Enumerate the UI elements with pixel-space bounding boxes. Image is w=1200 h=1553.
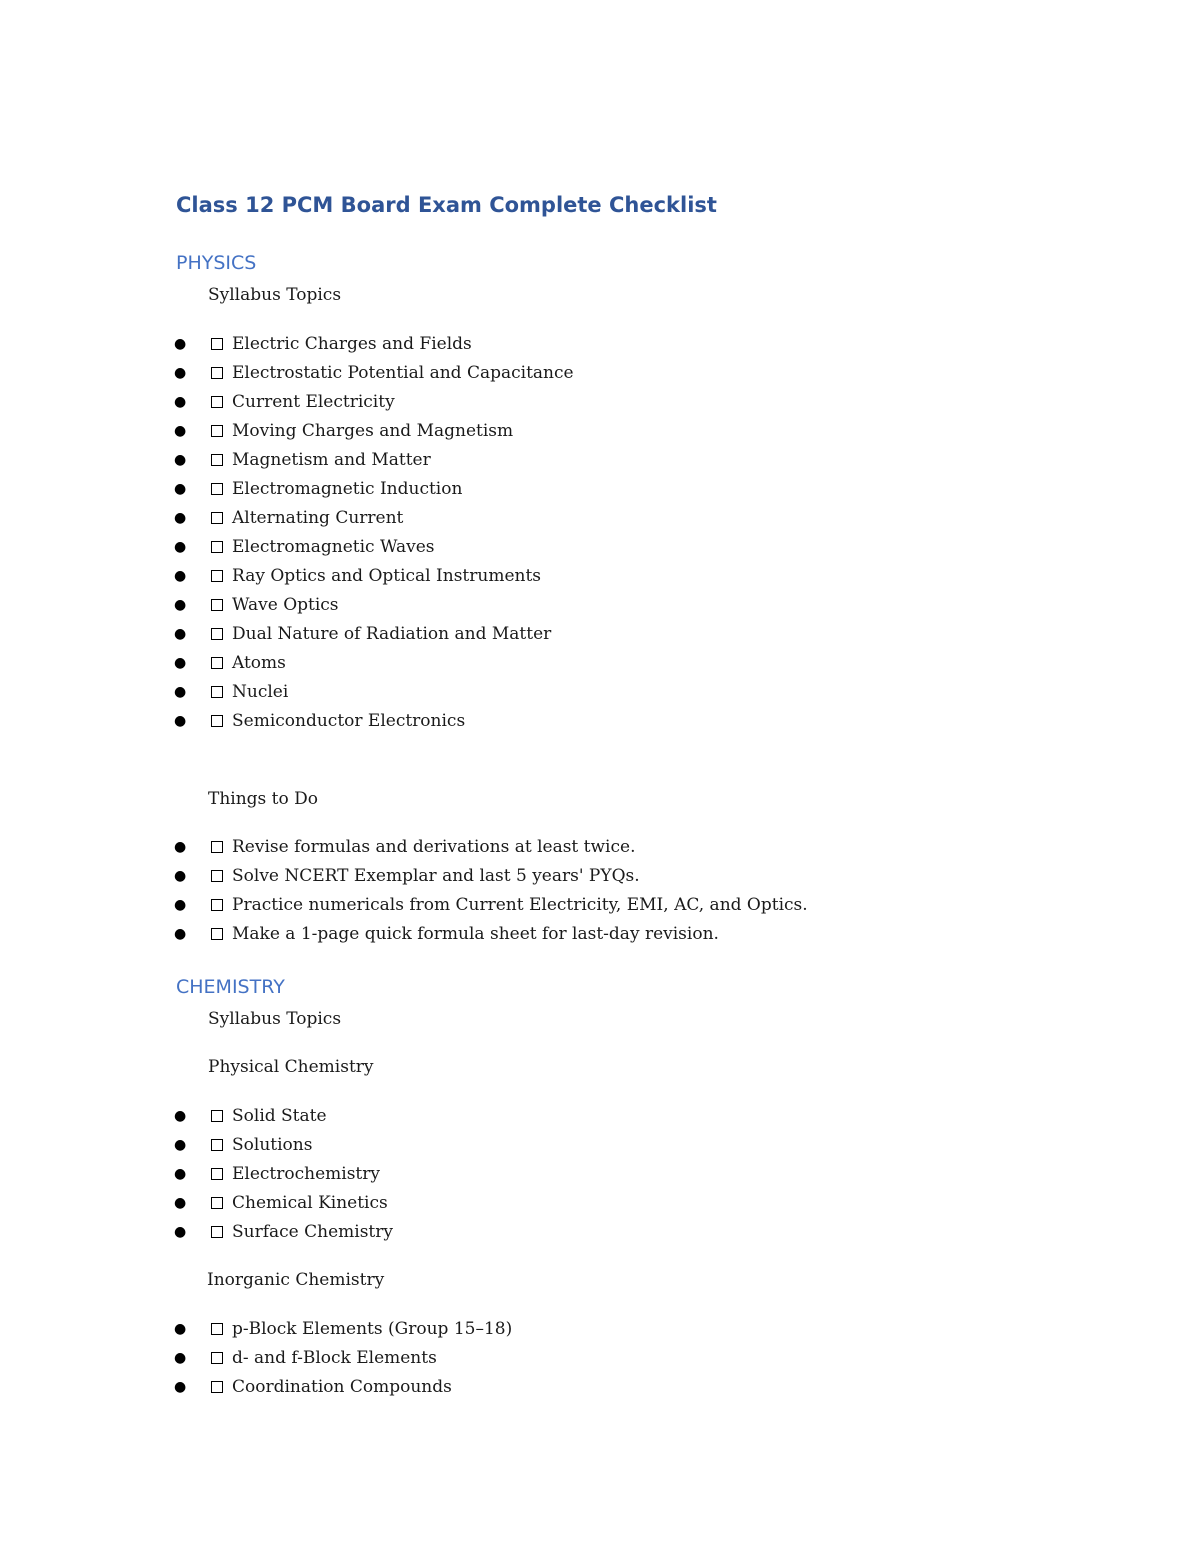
- checkbox-icon[interactable]: [211, 1168, 223, 1180]
- checkbox-icon[interactable]: [211, 715, 223, 727]
- physical-chemistry-label: Physical Chemistry: [208, 1057, 374, 1077]
- checkbox-icon[interactable]: [211, 599, 223, 611]
- bullet-icon: ●: [174, 568, 187, 584]
- checkbox-icon[interactable]: [211, 870, 223, 882]
- inorganic-chemistry-label: Inorganic Chemistry: [207, 1270, 385, 1290]
- bullet-icon: ●: [174, 597, 187, 613]
- bullet-icon: ●: [174, 1224, 187, 1240]
- checklist-item-label: Wave Optics: [232, 595, 339, 615]
- checkbox-icon[interactable]: [211, 396, 223, 408]
- bullet-icon: ●: [174, 394, 187, 410]
- checklist-item-label: Nuclei: [232, 682, 289, 702]
- checklist-item-label: Semiconductor Electronics: [232, 711, 466, 731]
- checklist-item-label: Chemical Kinetics: [232, 1193, 388, 1213]
- checklist-item-label: Electric Charges and Fields: [232, 334, 472, 354]
- checklist-item-label: Electrochemistry: [232, 1164, 380, 1184]
- bullet-icon: ●: [174, 1137, 187, 1153]
- bullet-icon: ●: [174, 423, 187, 439]
- checklist-item-label: Electrostatic Potential and Capacitance: [232, 363, 574, 383]
- bullet-icon: ●: [174, 539, 187, 555]
- bullet-icon: ●: [174, 365, 187, 381]
- bullet-icon: ●: [174, 1166, 187, 1182]
- checklist-item-label: Dual Nature of Radiation and Matter: [232, 624, 552, 644]
- checkbox-icon[interactable]: [211, 1352, 223, 1364]
- checkbox-icon[interactable]: [211, 541, 223, 553]
- bullet-icon: ●: [174, 1321, 187, 1337]
- checkbox-icon[interactable]: [211, 570, 223, 582]
- checklist-item-label: Surface Chemistry: [232, 1222, 393, 1242]
- bullet-icon: ●: [174, 713, 187, 729]
- checkbox-icon[interactable]: [211, 1110, 223, 1122]
- bullet-icon: ●: [174, 336, 187, 352]
- checklist-item-label: Alternating Current: [232, 508, 404, 528]
- bullet-icon: ●: [174, 926, 187, 942]
- checkbox-icon[interactable]: [211, 1197, 223, 1209]
- checkbox-icon[interactable]: [211, 338, 223, 350]
- checkbox-icon[interactable]: [211, 483, 223, 495]
- checkbox-icon[interactable]: [211, 657, 223, 669]
- checklist-item-label: Electromagnetic Waves: [232, 537, 435, 557]
- checkbox-icon[interactable]: [211, 628, 223, 640]
- bullet-icon: ●: [174, 1350, 187, 1366]
- checklist-item-label: Moving Charges and Magnetism: [232, 421, 514, 441]
- bullet-icon: ●: [174, 868, 187, 884]
- checkbox-icon[interactable]: [211, 367, 223, 379]
- checkbox-icon[interactable]: [211, 1323, 223, 1335]
- bullet-icon: ●: [174, 452, 187, 468]
- checkbox-icon[interactable]: [211, 1139, 223, 1151]
- checklist-item-label: p-Block Elements (Group 15–18): [232, 1319, 513, 1339]
- checkbox-icon[interactable]: [211, 899, 223, 911]
- bullet-icon: ●: [174, 1108, 187, 1124]
- checklist-item-label: Current Electricity: [232, 392, 395, 412]
- bullet-icon: ●: [174, 684, 187, 700]
- checkbox-icon[interactable]: [211, 454, 223, 466]
- checkbox-icon[interactable]: [211, 928, 223, 940]
- checklist-item-label: d- and f-Block Elements: [232, 1348, 437, 1368]
- physics-todo-label: Things to Do: [208, 789, 319, 809]
- physics-syllabus-label: Syllabus Topics: [208, 285, 342, 305]
- bullet-icon: ●: [174, 897, 187, 913]
- bullet-icon: ●: [174, 1379, 187, 1395]
- checklist-item-label: Solve NCERT Exemplar and last 5 years' PYQs.: [232, 866, 640, 886]
- checklist-item-label: Electromagnetic Induction: [232, 479, 463, 499]
- checkbox-icon[interactable]: [211, 425, 223, 437]
- checkbox-icon[interactable]: [211, 512, 223, 524]
- bullet-icon: ●: [174, 510, 187, 526]
- checklist-item-label: Solutions: [232, 1135, 313, 1155]
- checkbox-icon[interactable]: [211, 1381, 223, 1393]
- checklist-item-label: Atoms: [232, 653, 286, 673]
- chemistry-heading: CHEMISTRY: [176, 976, 285, 998]
- checklist-item-label: Make a 1-page quick formula sheet for last-day revision.: [232, 924, 719, 944]
- checkbox-icon[interactable]: [211, 686, 223, 698]
- physics-heading: PHYSICS: [176, 252, 257, 274]
- bullet-icon: ●: [174, 655, 187, 671]
- checklist-item-label: Magnetism and Matter: [232, 450, 431, 470]
- checklist-item-label: Coordination Compounds: [232, 1377, 452, 1397]
- chemistry-syllabus-label: Syllabus Topics: [208, 1009, 342, 1029]
- checklist-item-label: Ray Optics and Optical Instruments: [232, 566, 542, 586]
- checklist-item-label: Solid State: [232, 1106, 327, 1126]
- bullet-icon: ●: [174, 1195, 187, 1211]
- checklist-item-label: Practice numericals from Current Electricity, EMI, AC, and Optics.: [232, 895, 808, 915]
- checkbox-icon[interactable]: [211, 841, 223, 853]
- document-title: Class 12 PCM Board Exam Complete Checklist: [176, 193, 717, 217]
- checkbox-icon[interactable]: [211, 1226, 223, 1238]
- bullet-icon: ●: [174, 626, 187, 642]
- bullet-icon: ●: [174, 839, 187, 855]
- checklist-item-label: Revise formulas and derivations at least twice.: [232, 837, 636, 857]
- bullet-icon: ●: [174, 481, 187, 497]
